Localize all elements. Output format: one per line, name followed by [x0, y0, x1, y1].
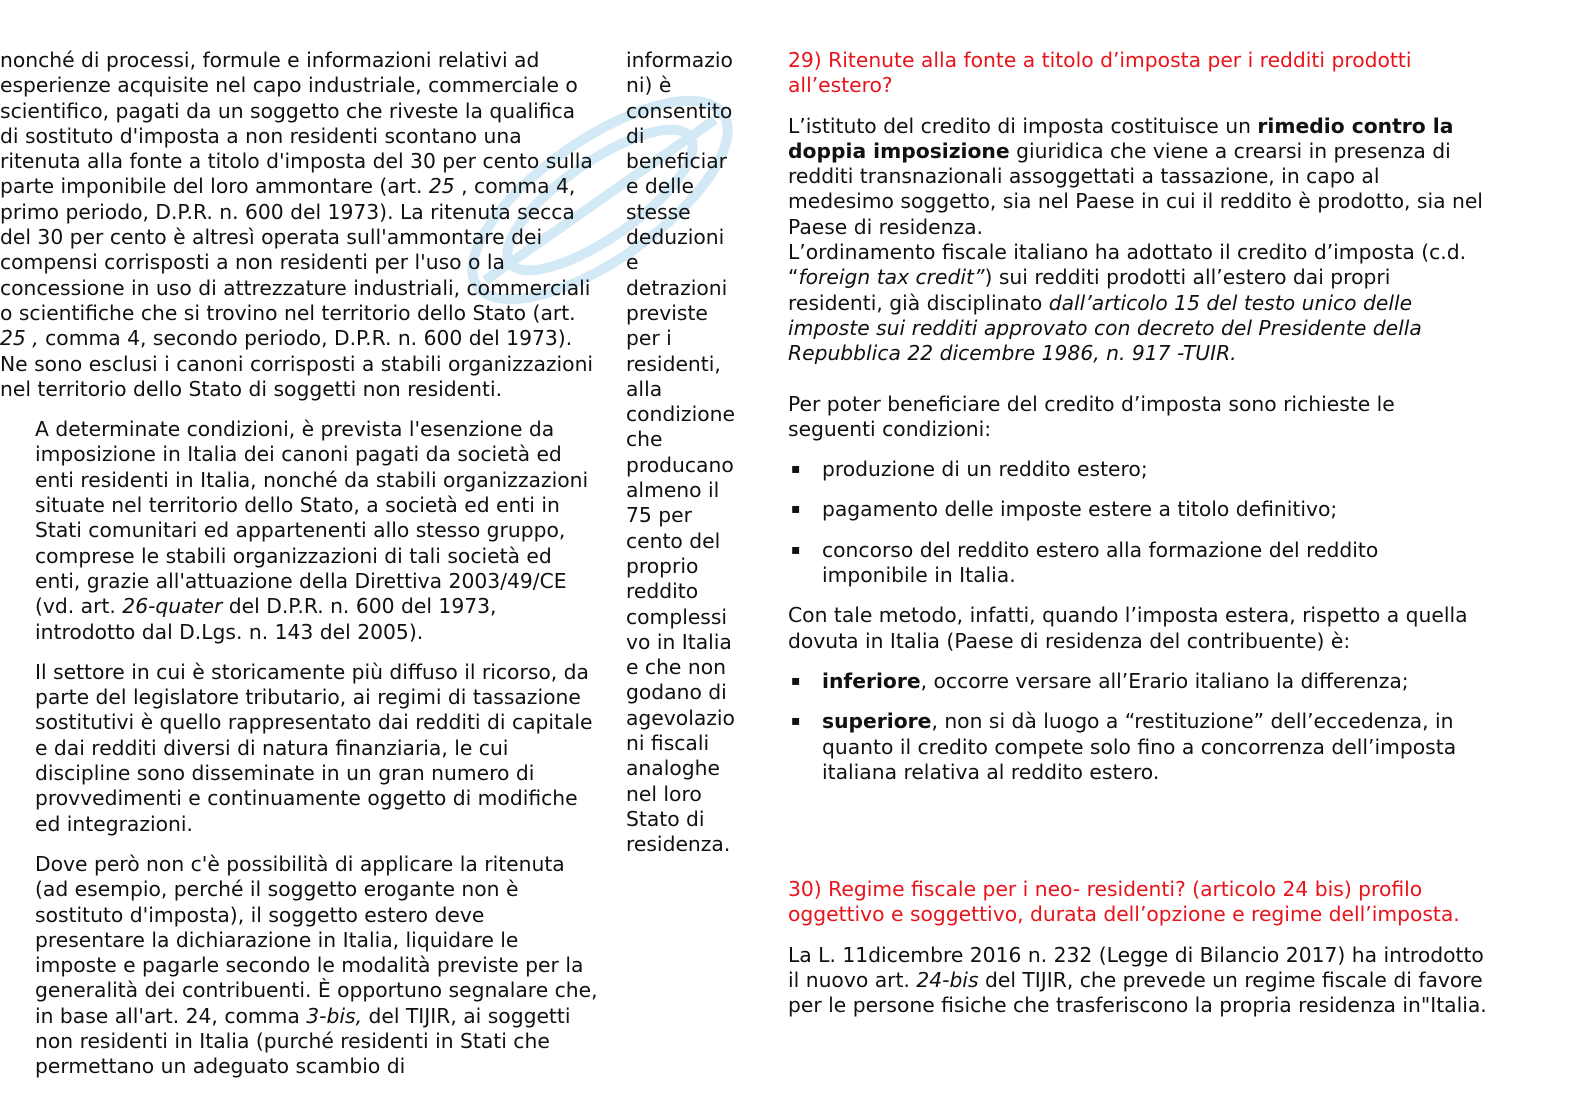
middle-column-line: informazio: [626, 48, 733, 72]
middle-column-line: condizione: [626, 402, 735, 427]
question-30-heading: 30) Regime fiscale per i neo- residenti? (articolo 24 bis) profilo oggettivo e soggettivo, durata dell’opzione e regime dell’imposta.: [788, 877, 1460, 927]
list-item: ▪ produzione di un reddito estero;: [791, 457, 1148, 482]
middle-column-line: producano: [626, 452, 734, 477]
middle-column-line: godano di: [626, 680, 727, 705]
middle-column-line: vo in Italia: [626, 629, 732, 654]
middle-column-line: di: [626, 123, 645, 148]
bullet-icon: ▪: [791, 501, 801, 518]
right-paragraph-2: L’ordinamento fiscale italiano ha adottato il credito d’imposta (c.d. “foreign tax credit”) sui redditi prodotti all’estero dai propri residenti, già disciplinato dall’articolo 15 del testo unico delle imposte sui redditi approvato con decreto del Presidente della Repubblica 22 dicembre 1986, n. 917 -TUIR.: [788, 240, 1467, 366]
bullet-icon: ▪: [791, 541, 801, 558]
middle-column-line: consentito: [626, 98, 733, 123]
middle-column-line: reddito: [626, 579, 699, 604]
middle-column-line: ni) è: [626, 73, 672, 98]
middle-column: [626, 48, 746, 858]
left-paragraph-3: Il settore in cui è storicamente più diffuso il ricorso, da parte del legislatore tributario, ai regimi di tassazione sostitutivi è quello rappresentato dai redditi di capitale e dai redditi diversi di natura finanziaria, le cui discipline sono disseminate in un gran numero di provvedimenti e continuamente oggetto di modifiche ed integrazioni.: [35, 659, 593, 836]
middle-column-line: cento del: [626, 528, 721, 553]
middle-column-line: 75 per: [626, 503, 692, 528]
middle-column-line: per i: [626, 326, 672, 351]
bullet-icon: ▪: [791, 713, 801, 730]
list-item: ▪ inferiore, occorre versare all’Erario italiano la differenza;: [791, 668, 1409, 693]
middle-column-line: Stato di: [626, 806, 705, 831]
right-paragraph-4: Con tale metodo, infatti, quando l’imposta estera, rispetto a quella dovuta in Italia (Paese di residenza del contribuente) è:: [788, 603, 1468, 653]
middle-column-line: deduzioni: [626, 225, 725, 250]
right-paragraph-3: Per poter beneficiare del credito d’imposta sono richieste le seguenti condizioni:: [788, 391, 1395, 441]
middle-column-line: agevolazio: [626, 705, 735, 730]
middle-column-line: stesse: [626, 199, 691, 224]
middle-column-line: proprio: [626, 553, 699, 578]
middle-column-line: ni fiscali: [626, 731, 710, 756]
middle-column-line: e: [626, 250, 639, 275]
middle-column-line: residenti,: [626, 351, 721, 376]
right-paragraph-5: La L. 11dicembre 2016 n. 232 (Legge di Bilancio 2017) ha introdotto il nuovo art. 24-bis del TIJIR, che prevede un regime fiscale di favore per le persone fisiche che trasferiscono la propria residenza in"Italia.: [788, 942, 1487, 1018]
middle-column-line: e che non: [626, 655, 726, 680]
right-paragraph-1: L’istituto del credito di imposta costituisce un rimedio contro la doppia imposizione giuridica che viene a crearsi in presenza di redditi transnazionali assoggettati a tassazione, in capo al medesimo soggetto, sia nel Paese in cui il reddito è prodotto, sia nel Paese di residenza.: [788, 113, 1483, 239]
left-column: [0, 48, 600, 1080]
list-item: ▪ superiore, non si dà luogo a “restituzione” dell’eccedenza, in quanto il credito compete solo fino a concorrenza dell’imposta italiana relativa al reddito estero.: [791, 709, 1457, 784]
left-paragraph-4: Dove però non c'è possibilità di applicare la ritenuta (ad esempio, perché il soggetto erogante non è sostituto d'imposta), il soggetto estero deve presentare la dichiarazione in Italia, liquidare le imposte e pagarle secondo le modalità previste per la generalità dei contribuenti. È opportuno segnalare che, in base all'art. 24, comma 3-bis, del TIJIR, ai soggetti non residenti in Italia (purché residenti in Stati che permettano un adeguato scambio di: [35, 851, 598, 1079]
middle-column-line: previste: [626, 300, 708, 325]
middle-column-line: beneficiar: [626, 149, 728, 174]
left-paragraph-2: A determinate condizioni, è prevista l'esenzione da imposizione in Italia dei canoni pagati da società ed enti residenti in Italia, nonché da stabili organizzazioni situate nel territorio dello Stato, a società ed enti in Stati comunitari ed appartenenti allo stesso gruppo, comprese le stabili organizzazioni di tali società ed enti, grazie all'attuazione della Direttiva 2003/49/CE (vd. art. 26-quater del D.P.R. n. 600 del 1973, introdotto dal D.Lgs. n. 143 del 2005).: [35, 417, 589, 644]
middle-column-line: complessi: [626, 604, 728, 629]
middle-column-line: analoghe: [626, 756, 720, 781]
bullet-icon: ▪: [791, 672, 801, 689]
middle-column-line: che: [626, 427, 663, 452]
question-29-heading: 29) Ritenute alla fonte a titolo d’imposta per i redditi prodotti all’estero?: [788, 48, 1412, 98]
middle-column-line: residenza.: [626, 832, 731, 857]
middle-column-line: e delle: [626, 174, 695, 199]
middle-column-line: nel loro: [626, 781, 702, 806]
list-item: ▪ pagamento delle imposte estere a titolo definitivo;: [791, 497, 1338, 522]
middle-column-line: detrazioni: [626, 275, 728, 300]
right-column: [788, 48, 1488, 1019]
bullet-icon: ▪: [791, 461, 801, 478]
middle-column-line: almeno il: [626, 478, 720, 503]
middle-column-line: alla: [626, 376, 663, 401]
left-paragraph-1: nonché di processi, formule e informazioni relativi ad esperienze acquisite nel capo industriale, commerciale o scientifico, pagati da un soggetto che riveste la qualifica di sostituto d'imposta a non residenti scontano una ritenuta alla fonte a titolo d'imposta del 30 per cento sulla parte imponibile del loro ammontare (art. 25 , comma 4, primo periodo, D.P.R. n. 600 del 1973). La ritenuta secca del 30 per cento è altresì operata sull'ammontare dei compensi corrisposti a non residenti per l'uso o la concessione in uso di attrezzature industriali, commerciali o scientifiche che si trovino nel territorio dello Stato (art. 25 , comma 4, secondo periodo, D.P.R. n. 600 del 1973). Ne sono esclusi i canoni corrisposti a stabili organizzazioni nel territorio dello Stato di soggetti non residenti.: [0, 48, 594, 401]
cases-list: [788, 669, 1488, 785]
conditions-list: [788, 457, 1488, 588]
list-item: ▪ concorso del reddito estero alla formazione del reddito imponibile in Italia.: [791, 537, 1379, 588]
